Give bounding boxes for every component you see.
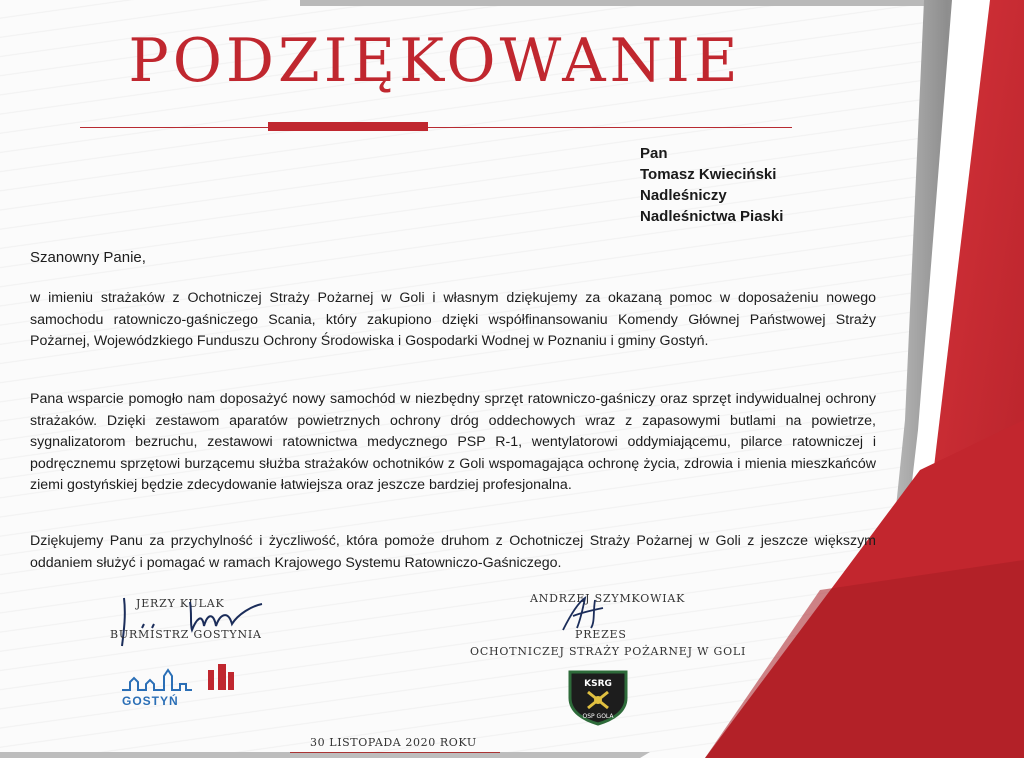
left-signatory-name: JERZY KULAK [136,597,225,610]
recipient-line: Tomasz Kwieciński [640,166,777,183]
recipient-block [640,143,783,227]
ksrg-bottom-text: OSP GOLA [582,713,614,720]
ksrg-top-text: KSRG [584,679,612,689]
ksrg-badge-icon [566,668,630,726]
right-signatory-org: OCHOTNICZEJ STRAŻY POŻARNEJ W GOLI [470,645,747,658]
red-lower-shade [705,560,1024,758]
date-underline [290,752,500,753]
recipient-line: Nadleśnictwa Piaski [640,208,784,225]
right-signatory-role: PREZES [575,628,627,641]
paragraph-2: Pana wsparcie pomogło nam doposażyć nowy samochód w niezbędny sprzęt ratowniczo-gaśniczy oraz sprzęt indywidualnej ochrony strażaków. Dzięki zestawom aparatów powietrznych ochrony dróg oddechowych wraz z zapasowymi butlami na powietrze, sygnalizatorom bezruchu, zestawowi ratownictwa medycznego PSP R-1, wentylatorowi oddymiającemu, pilarce ratowniczej i podręcznemu sprzętowi burzącemu służba strażaków ochotników z Goli wspomagająca ochronę życia, zdrowia i mienia mieszkańców ziemi gostyńskiej będzie zdecydowanie łatwiejsza oraz jeszcze bardziej profesjonalna. [30,391,876,493]
recipient-line: Pan [640,145,668,162]
right-signatory-name: ANDRZEJ SZYMKOWIAK [530,592,686,605]
greeting: Szanowny Panie, [30,249,146,266]
gostyn-logo-text: GOSTYŃ [122,694,179,708]
recipient-line: Nadleśniczy [640,187,727,204]
paragraph-3: Dziękujemy Panu za przychylność i życzliwość, która pomoże druhom z Ochotniczej Straży Pożarnej w Goli z jeszcze większym oddaniem służyć i pomagać w ramach Krajowego Systemu Ratowniczo-Gaśniczego. [30,533,876,571]
title-underline-accent [268,122,428,131]
document-title: PODZIĘKOWANIE [128,26,742,96]
left-handwritten-signature [112,590,272,650]
document-date: 30 LISTOPADA 2020 ROKU [310,736,477,749]
title-underline [80,127,792,128]
left-signatory-role: BURMISTRZ GOSTYNIA [110,628,262,641]
paragraph-1: w imieniu strażaków z Ochotniczej Straży Pożarnej w Goli i własnym dziękujemy za okazaną pomoc w doposażeniu nowego samochodu ratowniczo-gaśniczego Scania, który zakupiono dzięki współfinansowaniu Komendy Głównej Państwowej Straży Pożarnej, Wojewódzkiego Funduszu Ochrony Środowiska i Gospodarki Wodnej w Poznaniu i gminy Gostyń. [30,290,876,349]
gostyn-skyline-icon [120,660,240,696]
top-gray-band [300,0,1024,6]
